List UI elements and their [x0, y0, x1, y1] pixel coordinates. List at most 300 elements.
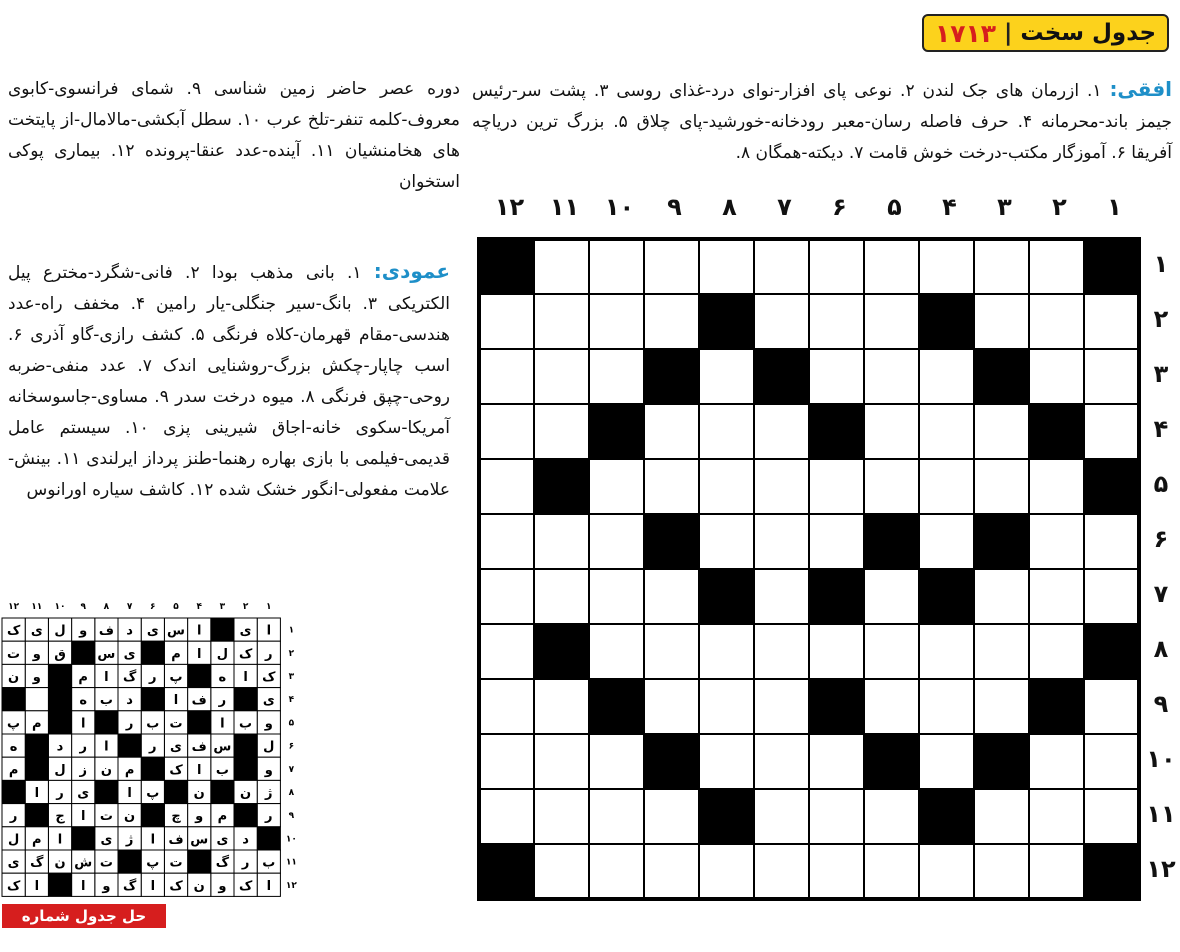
solution-letter: ی	[239, 623, 252, 639]
solution-letter: پ	[146, 855, 160, 871]
grid-cell[interactable]	[1084, 734, 1139, 789]
row-number: ۱۰	[1146, 745, 1176, 773]
grid-cell[interactable]	[534, 569, 589, 624]
solution-letter: ی	[262, 693, 275, 709]
grid-cell[interactable]	[534, 679, 589, 734]
solution-letter: م	[32, 716, 42, 732]
black-cell	[479, 844, 534, 899]
across-heading: افقی:	[1109, 77, 1173, 101]
across-clues-part2	[8, 74, 460, 214]
solution-black-cell	[211, 618, 234, 641]
title-text: جدول سخت	[1020, 20, 1157, 46]
solution-letter: م	[124, 762, 135, 778]
grid-cell[interactable]	[589, 459, 644, 514]
grid-cell[interactable]	[919, 239, 974, 294]
solution-letter: ک	[6, 878, 21, 894]
solution-letter: ف	[191, 693, 207, 709]
black-cell	[1084, 459, 1139, 514]
row-number: ۶	[1153, 525, 1169, 553]
solution-letter: ر	[218, 693, 227, 709]
solution-letter: د	[126, 623, 133, 639]
solution-black-cell	[48, 711, 71, 734]
black-cell	[864, 734, 919, 789]
solution-letter: م	[171, 646, 181, 662]
solution-letter: و	[32, 670, 41, 685]
solution-letter: ا	[150, 832, 156, 848]
solution-row-number: ۶	[288, 741, 295, 752]
grid-cell[interactable]	[754, 679, 809, 734]
solution-black-cell	[188, 664, 211, 687]
grid-cell[interactable]	[534, 844, 589, 899]
grid-cell[interactable]	[974, 239, 1029, 294]
grid-cell[interactable]	[699, 624, 754, 679]
solution-letter: ن	[54, 855, 66, 871]
solution-letter: ژ	[265, 786, 273, 801]
solution-letter: ب	[146, 716, 160, 732]
crossword-grid[interactable]	[476, 236, 1142, 900]
solution-row-number: ۸	[288, 788, 295, 798]
grid-cell[interactable]	[809, 239, 864, 294]
solution-letter: ا	[173, 693, 179, 709]
solution-letter: ا	[243, 670, 248, 685]
grid-cell[interactable]	[974, 679, 1029, 734]
black-cell	[699, 569, 754, 624]
grid-cell[interactable]	[754, 569, 809, 624]
black-cell	[754, 349, 809, 404]
solution-black-cell	[72, 827, 95, 850]
grid-cell[interactable]	[534, 789, 589, 844]
solution-black-cell	[257, 827, 280, 850]
solution-label: حل جدول شماره ۱۷۱۲	[2, 904, 166, 928]
grid-cell[interactable]	[1029, 514, 1084, 569]
solution-letter: ر	[149, 739, 157, 755]
grid-cell[interactable]	[699, 459, 754, 514]
solution-row-number: ۱	[288, 625, 295, 636]
grid-cell[interactable]	[1084, 789, 1139, 844]
solution-letter: ه	[218, 670, 227, 685]
grid-cell[interactable]	[1084, 349, 1139, 404]
solution-letter: ل	[263, 739, 275, 755]
grid-cell[interactable]	[1084, 294, 1139, 349]
black-cell	[974, 734, 1029, 789]
black-cell	[919, 789, 974, 844]
grid-cell[interactable]	[644, 459, 699, 514]
grid-cell[interactable]	[534, 734, 589, 789]
solution-black-cell	[25, 804, 48, 827]
grid-cell[interactable]	[644, 789, 699, 844]
grid-cell[interactable]	[479, 349, 534, 404]
solution-letter: ا	[34, 786, 40, 801]
grid-cell[interactable]	[644, 294, 699, 349]
column-numbers	[482, 193, 1142, 229]
grid-cell[interactable]	[1029, 349, 1084, 404]
row-number: ۳	[1153, 360, 1169, 388]
solution-letter: ر	[241, 855, 250, 871]
solution-letter: د	[126, 693, 133, 709]
solution-letter: ق	[54, 646, 66, 662]
solution-grid	[2, 598, 297, 900]
solution-black-cell	[234, 804, 257, 827]
grid-cell[interactable]	[1029, 294, 1084, 349]
solution-black-cell	[234, 734, 257, 757]
grid-cell[interactable]	[864, 844, 919, 899]
solution-letter: ا	[196, 623, 202, 639]
solution-letter: س	[97, 646, 116, 662]
solution-row-number: ۱۰	[285, 834, 297, 845]
column-number: ۸	[722, 193, 737, 221]
solution-letter: و	[79, 623, 88, 639]
solution-letter: ا	[196, 762, 202, 778]
grid-cell[interactable]	[644, 844, 699, 899]
solution-black-cell	[48, 688, 71, 711]
grid-cell[interactable]	[864, 459, 919, 514]
grid-cell[interactable]	[1029, 624, 1084, 679]
row-number: ۵	[1153, 470, 1169, 498]
grid-cell[interactable]	[589, 624, 644, 679]
solution-column-number: ۲	[242, 602, 249, 612]
grid-cell[interactable]	[589, 569, 644, 624]
grid-cell[interactable]	[1029, 789, 1084, 844]
solution-black-cell	[141, 804, 164, 827]
solution-letter: ل	[216, 646, 229, 662]
solution-column-number: ۱	[266, 602, 272, 612]
grid-cell[interactable]	[589, 349, 644, 404]
black-cell	[699, 789, 754, 844]
grid-cell[interactable]	[974, 404, 1029, 459]
black-cell	[864, 514, 919, 569]
row-number: ۸	[1153, 635, 1169, 663]
solution-letter: ت	[99, 855, 113, 871]
solution-letter: ل	[54, 762, 66, 778]
grid-cell[interactable]	[479, 404, 534, 459]
solution-letter: ب	[215, 762, 229, 778]
solution-letter: و	[218, 878, 227, 894]
puzzle-number: ۱۷۱۳	[934, 18, 996, 48]
solution-row-number: ۵	[288, 718, 295, 729]
row-number: ۱۲	[1146, 855, 1176, 883]
grid-cell[interactable]	[1029, 844, 1084, 899]
solution-letter: ا	[266, 623, 272, 639]
solution-black-cell	[25, 757, 48, 780]
grid-cell[interactable]	[589, 514, 644, 569]
grid-cell[interactable]	[534, 349, 589, 404]
grid-cell[interactable]	[644, 569, 699, 624]
solution-letter: ب	[99, 693, 113, 709]
black-cell	[1084, 844, 1139, 899]
grid-cell[interactable]	[809, 349, 864, 404]
solution-black-cell	[234, 757, 257, 780]
black-cell	[1029, 679, 1084, 734]
grid-cell[interactable]	[479, 569, 534, 624]
grid-cell[interactable]	[754, 844, 809, 899]
solution-letter: م	[8, 762, 19, 778]
solution-letter: م	[78, 670, 88, 685]
grid-cell[interactable]	[1029, 734, 1084, 789]
grid-cell[interactable]	[699, 349, 754, 404]
grid-cell[interactable]	[589, 734, 644, 789]
grid-cell[interactable]	[809, 514, 864, 569]
grid-cell[interactable]	[699, 734, 754, 789]
grid-cell[interactable]	[919, 349, 974, 404]
solution-letter: ر	[56, 786, 64, 801]
grid-cell[interactable]	[1029, 459, 1084, 514]
black-cell	[644, 514, 699, 569]
grid-cell[interactable]	[974, 569, 1029, 624]
grid-cell[interactable]	[644, 239, 699, 294]
grid-cell[interactable]	[1084, 404, 1139, 459]
grid-cell[interactable]	[534, 294, 589, 349]
solution-black-cell	[141, 688, 164, 711]
grid-cell[interactable]	[809, 624, 864, 679]
grid-cell[interactable]	[479, 514, 534, 569]
grid-cell[interactable]	[809, 734, 864, 789]
grid-cell[interactable]	[479, 624, 534, 679]
solution-letter: ی	[170, 739, 182, 755]
solution-letter: پ	[169, 670, 183, 685]
black-cell	[479, 239, 534, 294]
grid-cell[interactable]	[974, 844, 1029, 899]
solution-column-number: ۱۲	[8, 602, 20, 612]
solution-letter: ش	[74, 855, 93, 871]
grid-cell[interactable]	[974, 789, 1029, 844]
grid-cell[interactable]	[919, 624, 974, 679]
across-text-part1: ۱. ازرمان های جک لندن ۲. نوعی پای افزار-نوای درد-غذای روسی ۳. پشت سر-رئیس جیمز باند-محرمانه ۴. حرف فاصله رسان-معبر رودخانه-خورشید-پای چلاق ۵. بزرگ ترین دریاچه آفریقا ۶. آموزگار مکتب-درخت خوش قامت ۷. دیکته-همگان ۸.	[472, 81, 1172, 163]
grid-cell[interactable]	[919, 679, 974, 734]
grid-cell[interactable]	[1029, 569, 1084, 624]
black-cell	[1084, 239, 1139, 294]
solution-letter: ر	[125, 716, 134, 732]
solution-column-number: ۷	[126, 602, 133, 612]
grid-cell[interactable]	[1084, 514, 1139, 569]
solution-letter: و	[32, 646, 41, 662]
black-cell	[1029, 404, 1084, 459]
grid-cell[interactable]	[864, 624, 919, 679]
grid-cell[interactable]	[1084, 679, 1139, 734]
solution-letter: ا	[80, 809, 86, 825]
row-number: ۱	[1153, 250, 1169, 278]
solution-column-number: ۴	[196, 602, 202, 612]
black-cell	[1084, 624, 1139, 679]
solution-column-number: ۹	[80, 602, 86, 612]
grid-cell[interactable]	[699, 844, 754, 899]
solution-letter: ا	[150, 878, 156, 894]
black-cell	[919, 569, 974, 624]
solution-black-cell	[118, 850, 141, 873]
black-cell	[974, 349, 1029, 404]
black-cell	[644, 734, 699, 789]
grid-cell[interactable]	[974, 624, 1029, 679]
grid-cell[interactable]	[864, 569, 919, 624]
solution-letter: ک	[262, 670, 276, 685]
solution-letter: ب	[239, 716, 253, 732]
solution-letter: ی	[7, 855, 20, 871]
solution-row-number: ۲	[288, 648, 295, 659]
column-number: ۲	[1052, 193, 1067, 221]
solution-letter: و	[195, 809, 204, 825]
grid-cell[interactable]	[754, 459, 809, 514]
column-number: ۶	[832, 193, 847, 221]
solution-column-number: ۳	[219, 602, 226, 612]
black-cell	[809, 679, 864, 734]
solution-letter: ک	[238, 878, 253, 894]
grid-cell[interactable]	[754, 294, 809, 349]
grid-cell[interactable]	[534, 514, 589, 569]
solution-letter: ی	[146, 623, 159, 639]
solution-letter: گ	[215, 855, 230, 871]
title-separator: |	[1003, 20, 1013, 46]
solution-letter: ت	[169, 855, 183, 871]
solution-letter: س	[190, 832, 209, 848]
solution-letter: ب	[262, 855, 276, 871]
grid-cell[interactable]	[919, 734, 974, 789]
column-number: ۱	[1107, 193, 1122, 221]
solution-letter: د	[56, 739, 64, 755]
row-numbers	[1142, 237, 1180, 897]
grid-cell[interactable]	[974, 294, 1029, 349]
solution-column-number: ۶	[150, 602, 156, 612]
grid-cell[interactable]	[809, 844, 864, 899]
solution-letter: ه	[79, 693, 88, 709]
grid-cell[interactable]	[809, 294, 864, 349]
solution-letter: ر	[9, 809, 18, 825]
across-text-part2: دوره عصر حاضر زمین شناسی ۹. شمای فرانسوی-کابوی معروف-کلمه تنفر-تلخ عرب ۱۰. سطل آبکشی-مالامال-از پایتخت های هخامنشیان ۱۱. آینده-عدد عنقا-پرونده ۱۲. بیماری پوکی استخوان	[8, 79, 461, 192]
solution-letter: گ	[122, 878, 137, 894]
solution-letter: ی	[100, 832, 113, 848]
column-number: ۷	[777, 193, 792, 221]
solution-letter: ا	[104, 670, 109, 685]
across-clues-part1	[472, 74, 1172, 184]
solution-letter: گ	[122, 670, 137, 685]
grid-cell[interactable]	[699, 514, 754, 569]
grid-cell[interactable]	[754, 624, 809, 679]
row-number: ۲	[1153, 305, 1169, 333]
solution-letter: ت	[7, 646, 21, 662]
solution-letter: ن	[124, 809, 136, 825]
solution-letter: ف	[98, 623, 114, 639]
grid-cell[interactable]	[699, 239, 754, 294]
solution-letter: ک	[169, 878, 183, 894]
solution-letter: ک	[238, 646, 253, 662]
grid-cell[interactable]	[864, 404, 919, 459]
solution-letter: چ	[171, 809, 181, 825]
solution-letter: ن	[8, 670, 20, 685]
solution-letter: ن	[193, 878, 205, 894]
solution-black-cell	[141, 641, 164, 664]
grid-cell[interactable]	[479, 734, 534, 789]
grid-cell[interactable]	[589, 294, 644, 349]
solution-cell	[25, 688, 48, 711]
black-cell	[809, 569, 864, 624]
solution-letter: ن	[240, 786, 252, 801]
grid-cell[interactable]	[809, 459, 864, 514]
solution-black-cell	[48, 873, 71, 896]
solution-letter: ر	[265, 646, 273, 662]
grid-cell[interactable]	[754, 514, 809, 569]
grid-cell[interactable]	[919, 844, 974, 899]
solution-black-cell	[2, 780, 25, 803]
solution-row-number: ۱۲	[285, 880, 297, 891]
solution-letter: ل	[7, 832, 20, 848]
grid-cell[interactable]	[479, 459, 534, 514]
black-cell	[534, 459, 589, 514]
grid-cell[interactable]	[919, 459, 974, 514]
grid-cell[interactable]	[864, 789, 919, 844]
solution-black-cell	[95, 711, 118, 734]
solution-letter: ه	[9, 739, 18, 755]
solution-row-number: ۱۱	[285, 857, 297, 868]
down-clues	[8, 256, 450, 506]
grid-cell[interactable]	[699, 679, 754, 734]
grid-cell[interactable]	[534, 239, 589, 294]
grid-cell[interactable]	[479, 789, 534, 844]
column-number: ۱۱	[549, 193, 580, 221]
grid-cell[interactable]	[919, 514, 974, 569]
solution-row-number: ۴	[288, 695, 295, 706]
solution-letter: ر	[265, 809, 273, 825]
solution-letter: م	[217, 809, 228, 825]
grid-cell[interactable]	[754, 239, 809, 294]
solution-column-number: ۱۰	[54, 602, 66, 612]
grid-cell[interactable]	[864, 294, 919, 349]
solution-letter: س	[167, 623, 185, 639]
grid-cell[interactable]	[589, 789, 644, 844]
solution-letter: پ	[7, 716, 21, 732]
grid-cell[interactable]	[644, 624, 699, 679]
grid-cell[interactable]	[864, 239, 919, 294]
row-number: ۷	[1153, 580, 1169, 608]
grid-cell[interactable]	[589, 239, 644, 294]
solution-black-cell	[48, 664, 71, 687]
grid-cell[interactable]	[974, 459, 1029, 514]
grid-cell[interactable]	[809, 789, 864, 844]
grid-cell[interactable]	[644, 679, 699, 734]
black-cell	[974, 514, 1029, 569]
grid-cell[interactable]	[919, 404, 974, 459]
solution-letter: ف	[191, 739, 207, 755]
solution-letter: ی	[123, 646, 136, 662]
row-number: ۹	[1153, 690, 1169, 718]
solution-letter: و	[264, 762, 273, 778]
grid-cell[interactable]	[1084, 569, 1139, 624]
grid-cell[interactable]	[864, 679, 919, 734]
solution-black-cell	[95, 780, 118, 803]
solution-letter: ژ	[125, 832, 134, 848]
black-cell	[919, 294, 974, 349]
grid-cell[interactable]	[589, 844, 644, 899]
solution-letter: ی	[30, 623, 43, 639]
grid-cell[interactable]	[754, 734, 809, 789]
solution-letter: ا	[80, 878, 86, 894]
solution-black-cell	[2, 688, 25, 711]
grid-cell[interactable]	[479, 294, 534, 349]
grid-cell[interactable]	[754, 404, 809, 459]
grid-cell[interactable]	[699, 404, 754, 459]
solution-letter: ا	[80, 716, 86, 732]
grid-cell[interactable]	[1029, 239, 1084, 294]
grid-cell[interactable]	[644, 404, 699, 459]
column-number: ۹	[667, 193, 682, 221]
grid-cell[interactable]	[864, 349, 919, 404]
grid-cell[interactable]	[754, 789, 809, 844]
grid-cell[interactable]	[479, 679, 534, 734]
solution-letter: ا	[104, 739, 109, 755]
solution-letter: ت	[169, 716, 183, 732]
column-number: ۳	[997, 193, 1012, 221]
black-cell	[534, 624, 589, 679]
solution-column-number: ۱۱	[31, 602, 43, 612]
black-cell	[589, 404, 644, 459]
grid-cell[interactable]	[534, 404, 589, 459]
